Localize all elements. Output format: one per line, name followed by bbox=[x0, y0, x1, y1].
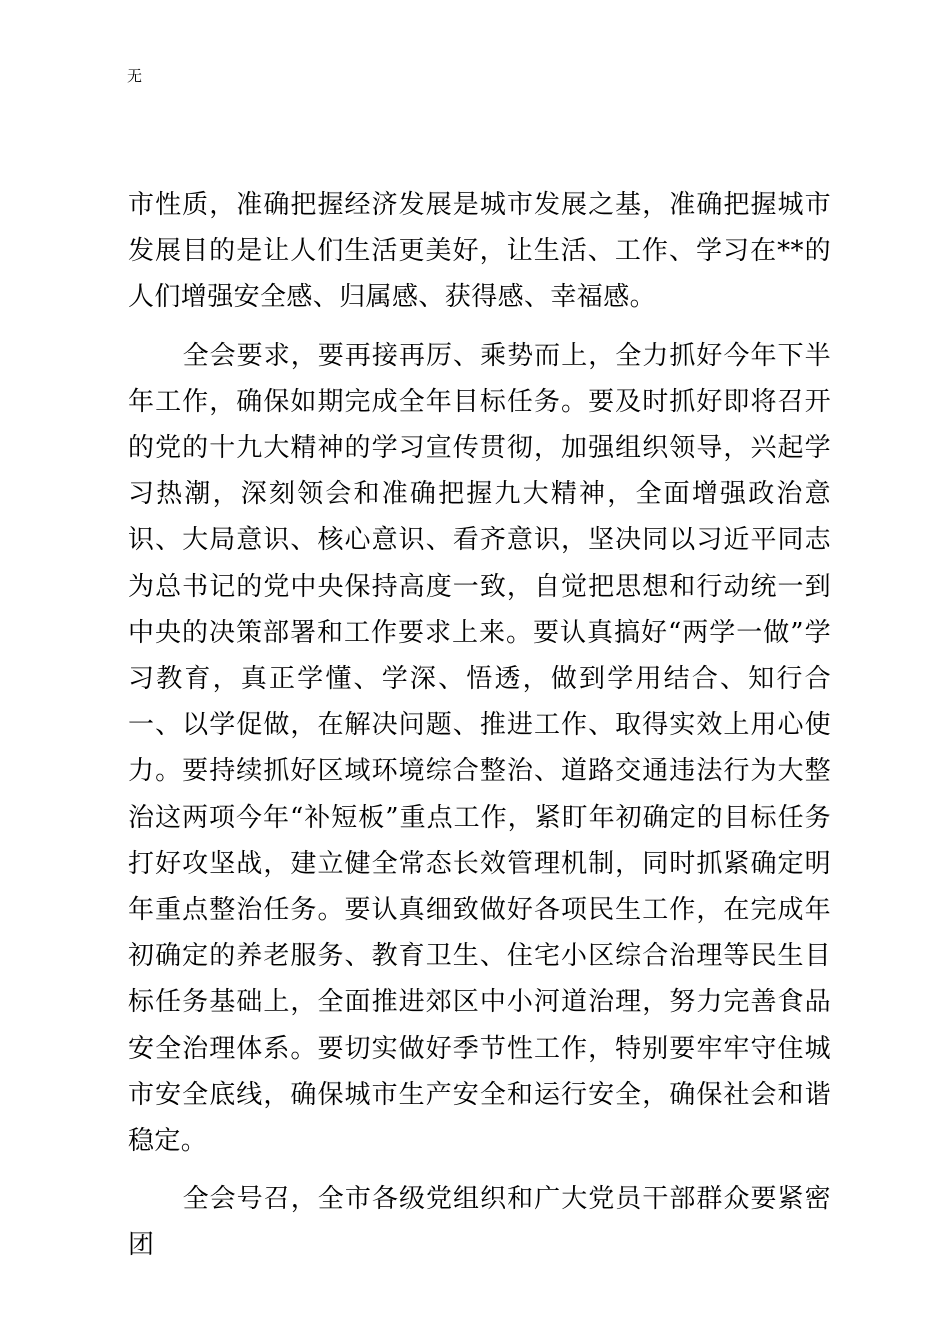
paragraph-2: 全会要求，要再接再厉、乘势而上，全力抓好今年下半年工作，确保如期完成全年目标任务。要及时抓好即将召开的党的十九大精神的学习宣传贯彻，加强组织领导，兴起学习热潮，深刻领会和准确把握九大精神，全面增强政治意识、大局意识、核心意识、看齐意识，坚决同以习近平同志为总书记的党中央保持高度一致，自觉把思想和行动统一到中央的决策部署和工作要求上来。要认真搞好“两学一做”学习教育，真正学懂、学深、悟透，做到学用结合、知行合一、以学促做，在解决问题、推进工作、取得实效上用心使力。要持续抓好区域环境综合整治、道路交通违法行为大整治这两项今年“补短板”重点工作，紧盯年初确定的目标任务打好攻坚战，建立健全常态长效管理机制，同时抓紧确定明年重点整治任务。要认真细致做好各项民生工作，在完成年初确定的养老服务、教育卫生、住宅小区综合治理等民生目标任务基础上，全面推进郊区中小河道治理，努力完善食品安全治理体系。要切实做好季节性工作，特别要牢牢守住城市安全底线，确保城市生产安全和运行安全，确保社会和谐稳定。 bbox=[128, 340, 831, 1157]
paragraph-3: 全会号召，全市各级党组织和广大党员干部群众要紧密团 bbox=[128, 1184, 831, 1261]
page-header: 无 bbox=[127, 67, 143, 85]
document-body bbox=[128, 182, 831, 1281]
paragraph-1: 市性质，准确把握经济发展是城市发展之基，准确把握城市发展目的是让人们生活更美好，让生活、工作、学习在**的人们增强安全感、归属感、获得感、幸福感。 bbox=[128, 190, 831, 313]
